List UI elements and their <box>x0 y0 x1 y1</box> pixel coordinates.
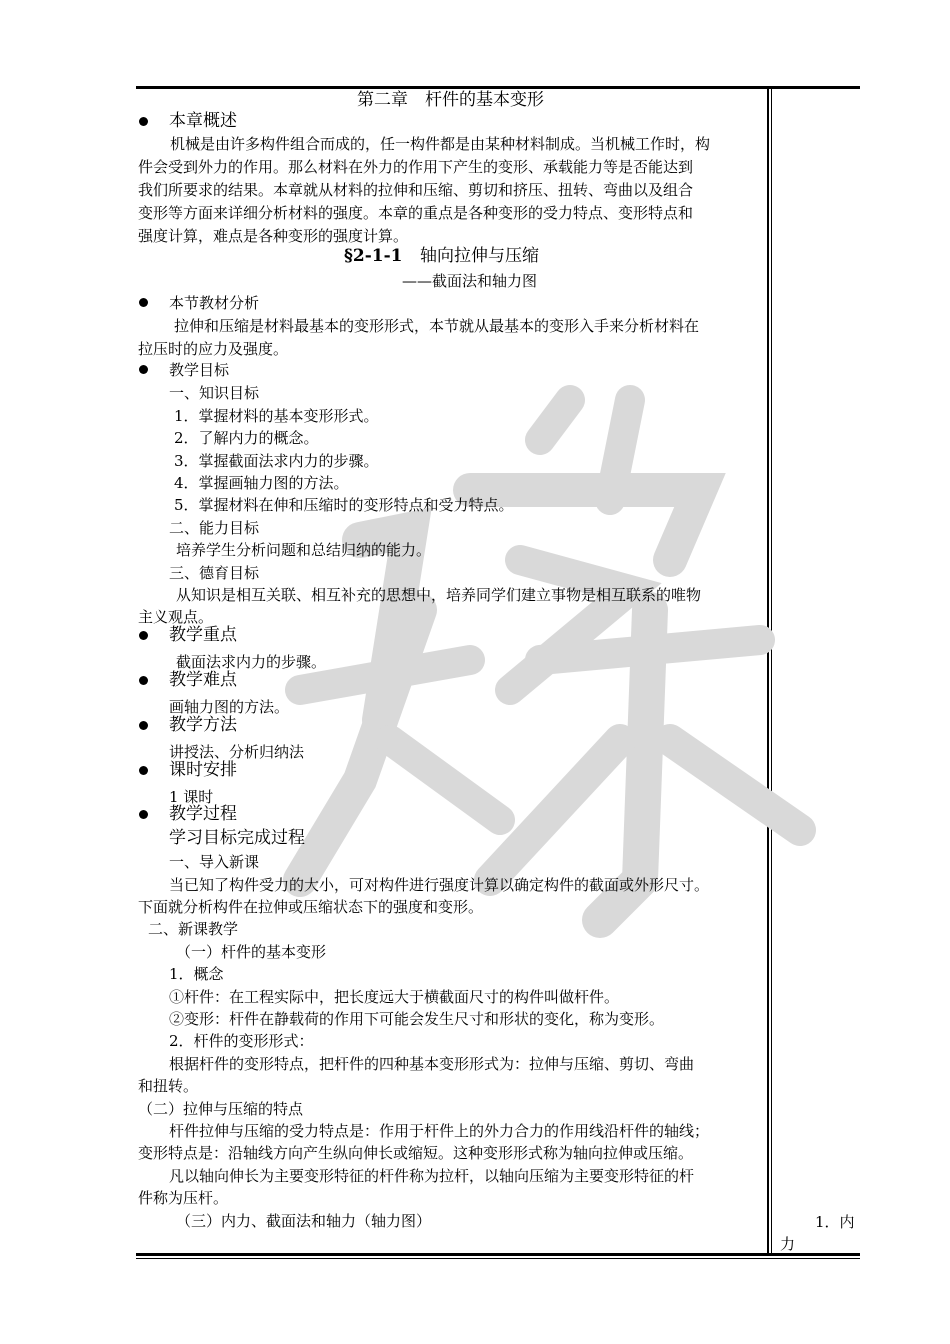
overview-heading: 本章概述 <box>169 111 237 131</box>
analysis-line: 拉伸和压缩是材料最基本的变形形式，本节就从最基本的变形入手来分析材料在 <box>174 317 700 335</box>
margin-divider-inner <box>771 89 772 1253</box>
bottom-rule <box>136 1253 860 1256</box>
forms-line: 根据杆件的变形特点，把杆件的四种基本变形形式为：拉伸与压缩、剪切、弯曲 <box>169 1055 695 1073</box>
bullet-icon <box>139 810 148 819</box>
concept-heading: 1．概念 <box>169 965 224 983</box>
chapter-title: 第二章 杆件的基本变形 <box>357 90 544 110</box>
knowledge-item: 5．掌握材料在伸和压缩时的变形特点和受力特点。 <box>174 496 514 514</box>
part2-line: 变形特点是：沿轴线方向产生纵向伸长或缩短。这种变形形式称为轴向拉伸或压缩。 <box>138 1144 694 1162</box>
overview-line: 机械是由许多构件组合而成的，任一构件都是由某种材料制成。当机械工作时，构 <box>170 135 711 153</box>
knowledge-item: 1．掌握材料的基本变形形式。 <box>174 407 379 425</box>
moral-line: 从知识是相互关联、相互补充的思想中，培养同学们建立事物是相互联系的唯物 <box>176 586 702 604</box>
knowledge-item: 2．了解内力的概念。 <box>174 429 319 447</box>
key-points-heading: 教学重点 <box>169 625 237 645</box>
part3-heading: （三）内力、截面法和轴力（轴力图） <box>176 1212 432 1230</box>
methods-text: 讲授法、分析归纳法 <box>169 743 305 761</box>
new-lesson-heading: 二、新课教学 <box>148 920 239 938</box>
process-heading: 教学过程 <box>169 804 237 824</box>
process-subheading: 学习目标完成过程 <box>169 828 305 848</box>
part2-line: 杆件拉伸与压缩的受力特点是：作用于杆件上的外力合力的作用线沿杆件的轴线； <box>169 1122 710 1140</box>
analysis-heading: 本节教材分析 <box>169 294 260 312</box>
bullet-icon <box>139 365 148 374</box>
part1-heading: （一）杆件的基本变形 <box>176 943 327 961</box>
overview-line: 我们所要求的结果。本章就从材料的拉伸和压缩、剪切和挤压、扭转、弯曲以及组合 <box>138 181 694 199</box>
key-points-text: 截面法求内力的步骤。 <box>176 653 327 671</box>
part2-line: 凡以轴向伸长为主要变形特征的杆件称为拉杆，以轴向压缩为主要变形特征的杆 <box>169 1167 695 1185</box>
margin-divider <box>767 89 769 1253</box>
overview-line: 强度计算，难点是各种变形的强度计算。 <box>138 227 409 245</box>
schedule-text: 1 课时 <box>169 788 214 806</box>
bullet-icon <box>139 117 148 126</box>
bullet-icon <box>139 766 148 775</box>
section-number: §2-1-1 <box>344 246 403 266</box>
knowledge-item: 3．掌握截面法求内力的步骤。 <box>174 452 379 470</box>
part2-line: 件称为压杆。 <box>138 1189 229 1207</box>
bottom-rule-thin <box>136 1258 860 1259</box>
forms-heading: 2．杆件的变形形式： <box>169 1032 314 1050</box>
analysis-line: 拉压时的应力及强度。 <box>138 340 289 358</box>
intro-line: 下面就分析构件在拉伸或压缩状态下的强度和变形。 <box>138 898 484 916</box>
schedule-heading: 课时安排 <box>169 760 237 780</box>
top-rule <box>136 86 860 89</box>
overview-line: 件会受到外力的作用。那么材料在外力的作用下产生的变形、承载能力等是否能达到 <box>138 158 694 176</box>
ability-text: 培养学生分析问题和总结归纳的能力。 <box>176 541 432 559</box>
section-title: 轴向拉伸与压缩 <box>420 246 539 266</box>
forms-line: 和扭转。 <box>138 1077 199 1095</box>
knowledge-heading: 一、知识目标 <box>169 384 260 402</box>
goals-heading: 教学目标 <box>169 361 230 379</box>
margin-note: 力 <box>780 1235 796 1253</box>
moral-heading: 三、德育目标 <box>169 564 260 582</box>
bullet-icon <box>139 721 148 730</box>
section-subtitle: ——截面法和轴力图 <box>402 272 538 290</box>
part2-heading: （二）拉伸与压缩的特点 <box>138 1100 304 1118</box>
methods-heading: 教学方法 <box>169 715 237 735</box>
concept-item: ②变形：杆件在静载荷的作用下可能会发生尺寸和形状的变化，称为变形。 <box>169 1010 665 1028</box>
intro-line: 当已知了构件受力的大小，可对构件进行强度计算以确定构件的截面或外形尺寸。 <box>169 876 710 894</box>
bullet-icon <box>139 676 148 685</box>
difficulties-heading: 教学难点 <box>169 670 237 690</box>
moral-line: 主义观点。 <box>138 608 214 626</box>
concept-item: ①杆件：在工程实际中，把长度远大于横截面尺寸的构件叫做杆件。 <box>169 988 620 1006</box>
knowledge-item: 4．掌握画轴力图的方法。 <box>174 474 349 492</box>
intro-heading: 一、导入新课 <box>169 853 260 871</box>
overview-line: 变形等方面来详细分析材料的强度。本章的重点是各种变形的受力特点、变形特点和 <box>138 204 694 222</box>
difficulties-text: 画轴力图的方法。 <box>169 698 290 716</box>
margin-note: 1．内 <box>815 1213 855 1231</box>
bullet-icon <box>139 631 148 640</box>
ability-heading: 二、能力目标 <box>169 519 260 537</box>
bullet-icon <box>139 298 148 307</box>
